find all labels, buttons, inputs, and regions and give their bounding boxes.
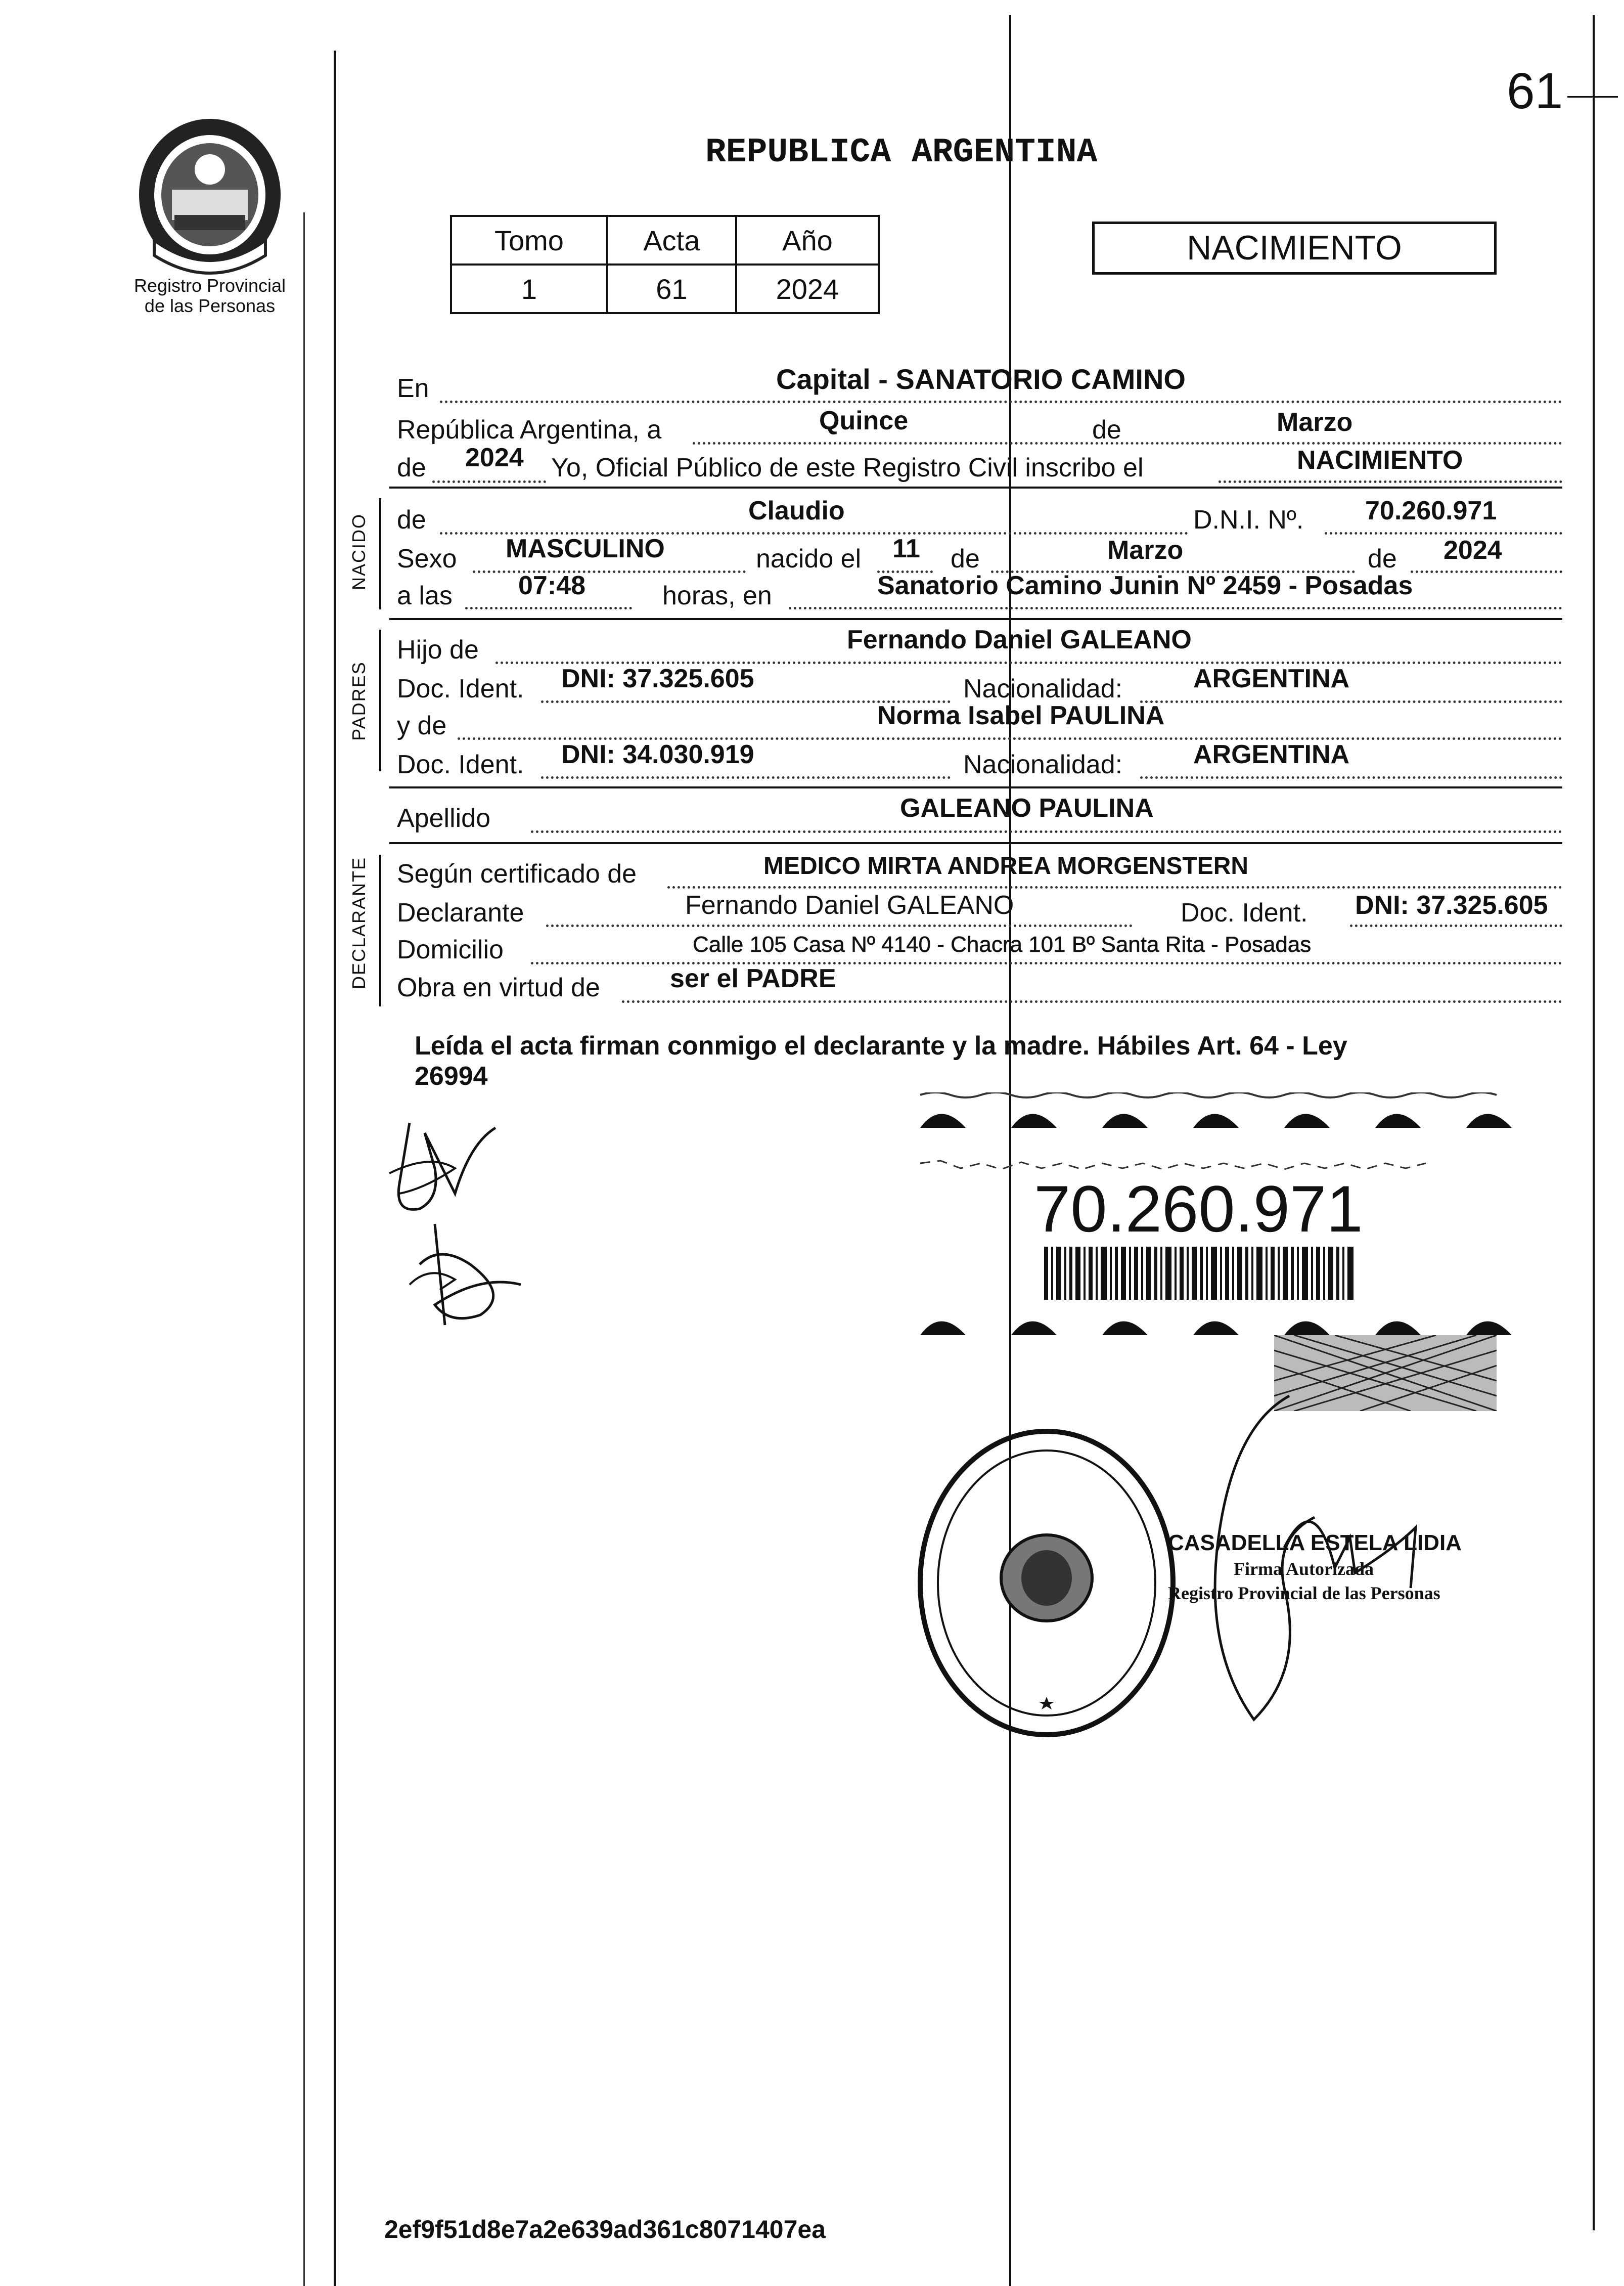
apellido-value: GALEANO PAULINA: [900, 794, 1154, 823]
declarant-signature-icon: [379, 1113, 556, 1345]
father-name-value: Fernando Daniel GALEANO: [847, 625, 1192, 654]
horas-label: horas, en: [662, 581, 772, 610]
registry-seal-icon: [905, 1416, 1188, 1750]
dotted-rule: [789, 607, 1562, 609]
table-value-tomo: 1: [451, 265, 607, 313]
section-rule: [389, 618, 1562, 620]
decl-doc-value: DNI: 37.325.605: [1355, 891, 1548, 920]
birth-month-value: Marzo: [1107, 536, 1184, 565]
section-bar: [379, 498, 381, 609]
sexo-label: Sexo: [397, 544, 457, 574]
declarante-value: Fernando Daniel GALEANO: [685, 891, 1014, 920]
registry-line1: Registro Provincial: [133, 275, 286, 296]
act-type-box: NACIMIENTO: [1092, 222, 1497, 275]
sticker-bottom-pattern-icon: [920, 1300, 1522, 1335]
page-number-dash: [1567, 96, 1618, 98]
birth-time-value: 07:48: [518, 571, 585, 600]
dotted-rule: [667, 886, 1562, 889]
section-label-declarante: DECLARANTE: [348, 856, 369, 989]
y-de-label: y de: [397, 711, 447, 740]
dotted-rule: [465, 607, 632, 609]
sexo-value: MASCULINO: [506, 534, 665, 563]
mother-doc-value: DNI: 34.030.919: [561, 740, 754, 769]
margin-line: [303, 212, 305, 2286]
barcode-icon: [1044, 1247, 1358, 1300]
dotted-rule: [531, 830, 1562, 833]
official-role: Firma Autorizada: [1234, 1559, 1374, 1579]
declarante-label: Declarante: [397, 898, 524, 928]
dotted-rule: [541, 776, 951, 779]
decl-doc-label: Doc. Ident.: [1181, 898, 1308, 928]
mother-doc-label: Doc. Ident.: [397, 750, 524, 779]
a-las-label: a las: [397, 581, 453, 610]
closing-line1: Leída el acta firman conmigo el declarante y la madre. Hábiles Art. 64 - Ley: [415, 1031, 1347, 1061]
dotted-rule: [693, 442, 1562, 445]
place-value: Capital - SANATORIO CAMINO: [776, 363, 1186, 395]
official-office: Registro Provincial de las Personas: [1168, 1583, 1440, 1603]
margin-line: [334, 51, 336, 2286]
record-table: [450, 215, 880, 314]
table-value-acta: 61: [607, 265, 736, 313]
dotted-rule: [1325, 532, 1562, 535]
dotted-rule: [1140, 700, 1562, 703]
father-nac-label: Nacionalidad:: [963, 674, 1123, 704]
apellido-label: Apellido: [397, 804, 491, 833]
margin-line: [1593, 15, 1595, 2230]
document-hash: 2ef9f51d8e7a2e639ad361c8071407ea: [384, 2215, 826, 2244]
dotted-rule: [1140, 776, 1562, 779]
de2-label: de: [1368, 544, 1397, 574]
table-header-tomo: Tomo: [451, 216, 607, 265]
table-value-anio: 2024: [736, 265, 879, 313]
section-label-padres: PADRES: [348, 661, 369, 741]
statement-text: Yo, Oficial Público de este Registro Civil inscribo el: [551, 453, 1144, 482]
table-header-acta: Acta: [607, 216, 736, 265]
section-bar: [379, 630, 381, 771]
dni-label: D.N.I. Nº.: [1193, 505, 1304, 535]
dotted-rule: [1350, 925, 1562, 927]
dotted-rule: [622, 1000, 1562, 1003]
year-value: 2024: [465, 443, 524, 472]
birth-place-value: Sanatorio Camino Junin Nº 2459 - Posadas: [877, 571, 1413, 600]
nacido-de-label: de: [397, 505, 426, 535]
dotted-rule: [432, 480, 546, 483]
dotted-rule: [473, 570, 746, 573]
mother-nat-value: ARGENTINA: [1193, 740, 1350, 769]
father-doc-value: DNI: 37.325.605: [561, 664, 754, 693]
section-rule: [389, 842, 1562, 844]
mother-nac-label: Nacionalidad:: [963, 750, 1123, 779]
official-name: CASADELLA ESTELA LIDIA: [1168, 1530, 1462, 1555]
act-word-value: NACIMIENTO: [1297, 446, 1463, 475]
birth-day-value: 11: [892, 534, 920, 563]
month-value: Marzo: [1277, 408, 1353, 437]
dotted-rule: [440, 401, 1562, 403]
child-name-value: Claudio: [748, 496, 845, 525]
en-label: En: [397, 374, 429, 403]
dotted-rule: [1411, 570, 1562, 573]
page-number: 61: [1507, 63, 1563, 119]
section-rule: [389, 487, 1562, 489]
obra-value: ser el PADRE: [670, 964, 836, 993]
father-doc-label: Doc. Ident.: [397, 674, 524, 704]
birth-year-value: 2024: [1443, 536, 1502, 565]
cert-label: Según certificado de: [397, 859, 637, 889]
dotted-rule: [1219, 480, 1562, 483]
section-rule: [389, 786, 1562, 788]
domicilio-value: Calle 105 Casa Nº 4140 - Chacra 101 Bº Santa Rita - Posadas: [693, 932, 1312, 957]
de-label: de: [1092, 415, 1121, 445]
father-nat-value: ARGENTINA: [1193, 664, 1350, 693]
domicilio-label: Domicilio: [397, 935, 504, 964]
cert-value: MEDICO MIRTA ANDREA MORGENSTERN: [763, 853, 1249, 880]
province-emblem-icon: [124, 114, 296, 276]
closing-line2: 26994: [415, 1062, 488, 1091]
section-bar: [379, 855, 381, 1006]
page-title: REPUBLICA ARGENTINA: [705, 133, 1098, 172]
dotted-rule: [546, 925, 1133, 927]
mother-name-value: Norma Isabel PAULINA: [877, 701, 1165, 730]
hijo-de-label: Hijo de: [397, 635, 479, 665]
obra-label: Obra en virtud de: [397, 973, 600, 1002]
de1-label: de: [951, 544, 980, 574]
sticker-number: 70.260.971: [1034, 1172, 1363, 1246]
table-header-anio: Año: [736, 216, 879, 265]
registry-line2: de las Personas: [144, 295, 276, 316]
section-label-nacido: NACIDO: [348, 513, 369, 591]
child-dni-value: 70.260.971: [1365, 496, 1497, 525]
de-label2: de: [397, 453, 426, 482]
republica-label: República Argentina, a: [397, 415, 662, 445]
day-word-value: Quince: [819, 406, 909, 435]
nacido-el-label: nacido el: [756, 544, 862, 574]
